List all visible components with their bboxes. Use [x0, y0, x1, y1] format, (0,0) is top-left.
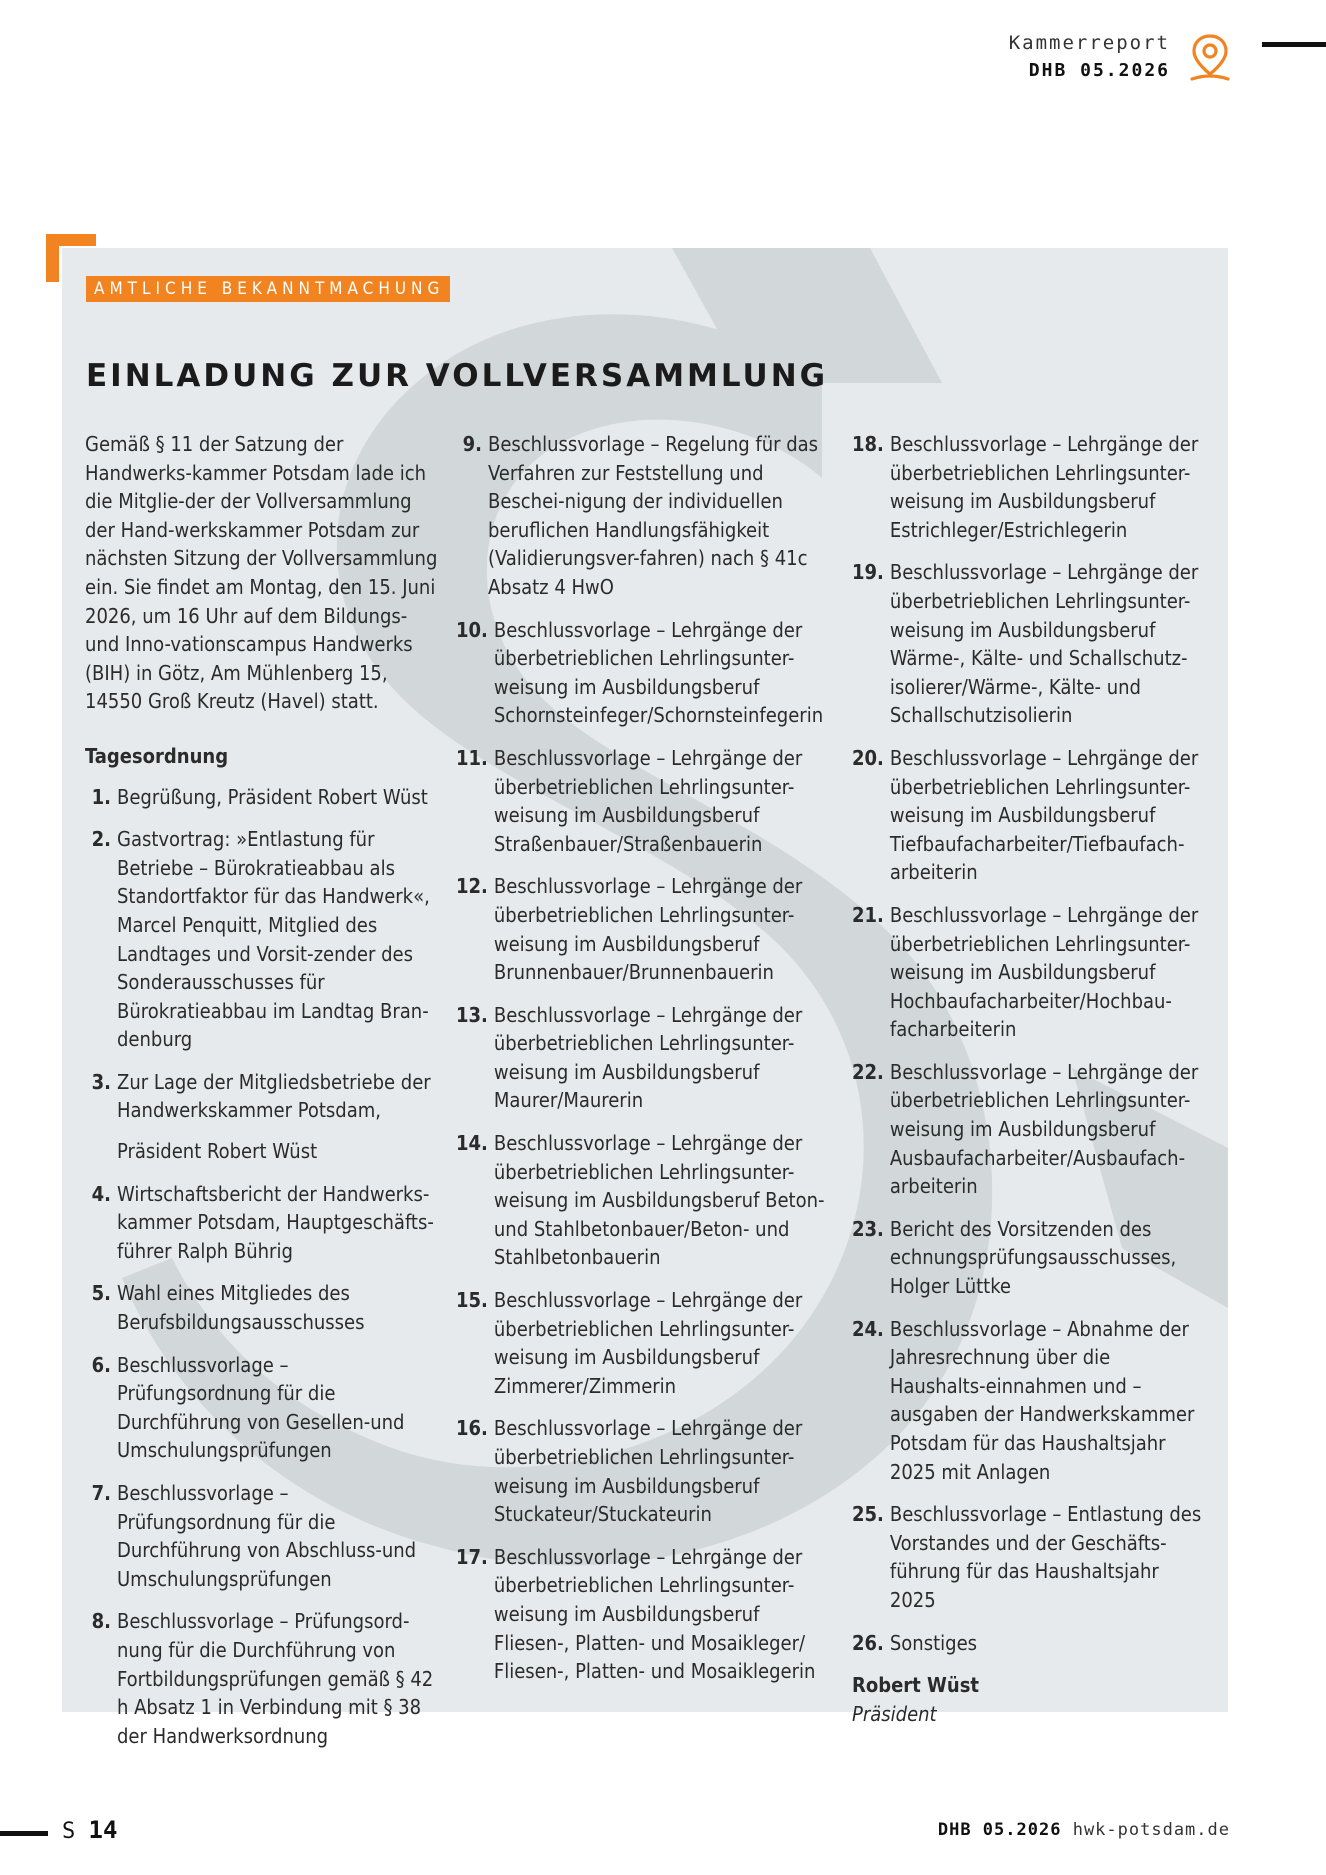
corner-accent — [46, 234, 96, 246]
agenda-item — [456, 1286, 840, 1400]
agenda-item-number: 6. — [91, 1352, 111, 1377]
agenda-item — [852, 1500, 1208, 1614]
agenda-item-text: Beschlussvorlage – Lehrgänge der überbetrieblichen Lehrlingsunter-weisung im Ausbildungsberuf Straßenbauer/Straßenbauerin — [493, 745, 803, 856]
agenda-item-text: Beschlussvorlage – Regelung für das Verfahren zur Feststellung und Beschei-nigung der individuellen beruflichen Handlungsfähigkeit (Validierungsver-fahren) nach § 41c Absatz 4 HwO — [488, 432, 819, 599]
signature-role: Präsident — [852, 1701, 937, 1726]
issue-label: DHB 05.2026 — [1028, 60, 1170, 81]
section-badge: AMTLICHE BEKANNTMACHUNG — [86, 276, 450, 302]
agenda-item-number: 20. — [852, 745, 884, 770]
agenda-item-number: 11. — [456, 745, 488, 770]
agenda-item-number: 22. — [852, 1059, 884, 1084]
agenda-item — [852, 1629, 1208, 1658]
footer-info — [938, 1820, 1230, 1840]
agenda-item-number: 4. — [91, 1181, 111, 1206]
agenda-item-text: Beschlussvorlage – Lehrgänge der überbetrieblichen Lehrlingsunter-weisung im Ausbildungsberuf Tiefbaufacharbeiter/Tiefbaufach-arbeiterin — [889, 745, 1199, 885]
agenda-item-text: Beschlussvorlage – Lehrgänge der überbetrieblichen Lehrlingsunter-weisung im Ausbildungsberuf Estrichleger/Estrichlegerin — [889, 432, 1199, 542]
agenda-item-text: Beschlussvorlage – Abnahme der Jahresrechnung über die Haushalts-einnahmen und – ausgaben der Handwerkskammer Potsdam für das Haushaltsjahr 2025 mit Anlagen — [889, 1316, 1195, 1484]
agenda-item-number: 13. — [456, 1002, 488, 1027]
agenda-item-text: Beschlussvorlage – Prüfungsord-nung für die Durchführung von Fortbildungsprüfungen gemäß § 42 h Absatz 1 in Verbindung mit § 38 der Handwerksordnung — [117, 1609, 434, 1748]
agenda-item-number: 18. — [852, 432, 884, 456]
agenda-item-number: 24. — [852, 1316, 884, 1341]
agenda-item — [852, 430, 1208, 544]
agenda-item-number: 14. — [456, 1131, 488, 1156]
location-pin-icon — [1186, 32, 1234, 84]
agenda-item — [852, 1315, 1208, 1487]
page-prefix: S — [62, 1819, 76, 1844]
column-1 — [85, 430, 441, 1764]
agenda-item — [852, 744, 1208, 887]
footer-issue: DHB 05.2026 — [937, 1820, 1062, 1840]
agenda-item-number: 15. — [456, 1288, 488, 1313]
section-label: Kammerreport — [1008, 32, 1170, 54]
agenda-item — [85, 783, 441, 812]
agenda-item — [85, 1068, 441, 1125]
agenda-item-subline: Präsident Robert Wüst — [117, 1139, 318, 1164]
agenda-item-number: 2. — [91, 827, 111, 852]
agenda-item-number: 1. — [91, 784, 111, 809]
footer-website[interactable]: hwk-potsdam.de — [1072, 1820, 1230, 1840]
agenda-item-text: Bericht des Vorsitzenden des echnungsprüfungsausschusses, Holger Lüttke — [889, 1216, 1177, 1299]
agenda-item — [85, 1607, 441, 1750]
agenda-item — [456, 616, 840, 730]
agenda-item-text: Beschlussvorlage – Entlastung des Vorstandes und der Geschäfts-führung für das Haushaltsjahr 2025 — [889, 1502, 1202, 1612]
agenda-item-number: 9. — [462, 432, 482, 456]
agenda-item-number: 21. — [852, 902, 884, 927]
agenda-item-text: Beschlussvorlage – Prüfungsordnung für die Durchführung von Abschluss-und Umschulungsprüfungen — [117, 1481, 417, 1591]
agenda-item-text: Beschlussvorlage – Lehrgänge der überbetrieblichen Lehrlingsunter-weisung im Ausbildungsberuf Ausbaufacharbeiter/Ausbaufach-arbeiterin — [889, 1059, 1199, 1199]
agenda-item-text: Beschlussvorlage – Lehrgänge der überbetrieblichen Lehrlingsunter-weisung im Ausbildungsberuf Fliesen-, Platten- und Mosaikleger/ Fliesen-, Platten- und Mosaiklegerin — [493, 1544, 816, 1684]
agenda-item — [456, 1001, 840, 1115]
agenda-item-text: Beschlussvorlage – Lehrgänge der überbetrieblichen Lehrlingsunter-weisung im Ausbildungsberuf Beton-und Stahlbetonbauer/Beton- und Stahlbetonbauerin — [493, 1131, 825, 1270]
agenda-item — [456, 744, 840, 858]
intro-paragraph: Gemäß § 11 der Satzung der Handwerks-kammer Potsdam lade ich die Mitglie-der der Vollversammlung der Hand-werkskammer Potsdam zur nächsten Sitzung der Vollversammlung ein. Sie findet am Montag, den 15. Juni 2026, um 16 Uhr auf dem Bildungs- und Inno-vationscampus Handwerks (BIH) in Götz, Am Mühlenberg 15, 14550 Groß Kreutz (Havel) statt. — [85, 432, 438, 714]
agenda-item-text: Beschlussvorlage – Lehrgänge der überbetrieblichen Lehrlingsunter-weisung im Ausbildungsberuf Schornsteinfeger/Schornsteinfegerin — [493, 617, 824, 728]
agenda-item-text: Sonstiges — [889, 1630, 978, 1655]
agenda-item-number: 10. — [456, 617, 488, 642]
agenda-item — [456, 1129, 840, 1272]
agenda-item-number: 16. — [456, 1416, 488, 1441]
agenda-item-number: 12. — [456, 874, 488, 899]
agenda-item-text: Beschlussvorlage – Lehrgänge der überbetrieblichen Lehrlingsunter-weisung im Ausbildungsberuf Wärme-, Kälte- und Schallschutz-isolierer/Wärme-, Kälte- und Schallschutzisolierin — [889, 560, 1199, 728]
agenda-item-number: 8. — [91, 1609, 111, 1634]
agenda-item-text: Gastvortrag: »Entlastung für Betriebe – Bürokratieabbau als Standortfaktor für das Handwerk«, Marcel Penquitt, Mitglied des Landtages und Vorsit-zender des Sonderausschusses für Bürokratieabbau im Landtag Bran-denburg — [117, 827, 430, 1052]
agenda-item-number: 5. — [91, 1281, 111, 1306]
agenda-item-text: Begrüßung, Präsident Robert Wüst — [117, 784, 428, 809]
agenda-item — [85, 1279, 441, 1336]
agenda-item — [456, 430, 840, 602]
agenda-item — [85, 1479, 441, 1593]
column-2 — [456, 430, 840, 1700]
agenda-heading: Tagesordnung — [85, 743, 229, 768]
agenda-item-number: 25. — [852, 1502, 884, 1527]
page-number-value: 14 — [88, 1816, 118, 1844]
signature-name: Robert Wüst — [852, 1673, 980, 1698]
agenda-item-text: Beschlussvorlage – Lehrgänge der überbetrieblichen Lehrlingsunter-weisung im Ausbildungsberuf Stuckateur/Stuckateurin — [493, 1416, 803, 1527]
agenda-item-text: Beschlussvorlage – Prüfungsordnung für die Durchführung von Gesellen-und Umschulungsprüfungen — [117, 1352, 405, 1463]
agenda-item-number: 3. — [91, 1069, 111, 1094]
agenda-item-number: 17. — [456, 1544, 488, 1569]
page-title: EINLADUNG ZUR VOLLVERSAMMLUNG — [86, 358, 829, 394]
agenda-item — [456, 872, 840, 986]
agenda-item — [85, 1351, 441, 1465]
agenda-item-text: Beschlussvorlage – Lehrgänge der überbetrieblichen Lehrlingsunter-weisung im Ausbildungsberuf Zimmerer/Zimmerin — [493, 1288, 803, 1398]
footer-rule — [0, 1831, 48, 1836]
agenda-item — [456, 1543, 840, 1686]
agenda-item — [456, 1414, 840, 1528]
agenda-item-number: 23. — [852, 1216, 884, 1241]
agenda-item — [852, 1215, 1208, 1301]
page-number — [62, 1816, 117, 1844]
agenda-item-text: Wahl eines Mitgliedes des Berufsbildungsausschusses — [117, 1281, 365, 1335]
agenda-item-text: Beschlussvorlage – Lehrgänge der überbetrieblichen Lehrlingsunter-weisung im Ausbildungsberuf Hochbaufacharbeiter/Hochbau-facharbeiterin — [889, 902, 1199, 1042]
header-rule — [1262, 42, 1326, 47]
agenda-item-text: Zur Lage der Mitgliedsbetriebe der Handwerkskammer Potsdam, — [117, 1069, 431, 1123]
agenda-item — [852, 558, 1208, 730]
column-3 — [852, 430, 1208, 1728]
agenda-item — [852, 1058, 1208, 1201]
agenda-item-number: 7. — [91, 1481, 111, 1505]
agenda-item — [852, 901, 1208, 1044]
agenda-item-number: 26. — [852, 1630, 884, 1655]
agenda-item-text: Wirtschaftsbericht der Handwerks-kammer Potsdam, Hauptgeschäfts-führer Ralph Bührig — [117, 1181, 434, 1263]
agenda-item — [85, 1180, 441, 1266]
agenda-item — [85, 825, 441, 1054]
agenda-item-text: Beschlussvorlage – Lehrgänge der überbetrieblichen Lehrlingsunter-weisung im Ausbildungsberuf Maurer/Maurerin — [493, 1002, 803, 1113]
agenda-item-text: Beschlussvorlage – Lehrgänge der überbetrieblichen Lehrlingsunter-weisung im Ausbildungsberuf Brunnenbauer/Brunnenbauerin — [493, 874, 803, 985]
agenda-item-number: 19. — [852, 560, 884, 585]
